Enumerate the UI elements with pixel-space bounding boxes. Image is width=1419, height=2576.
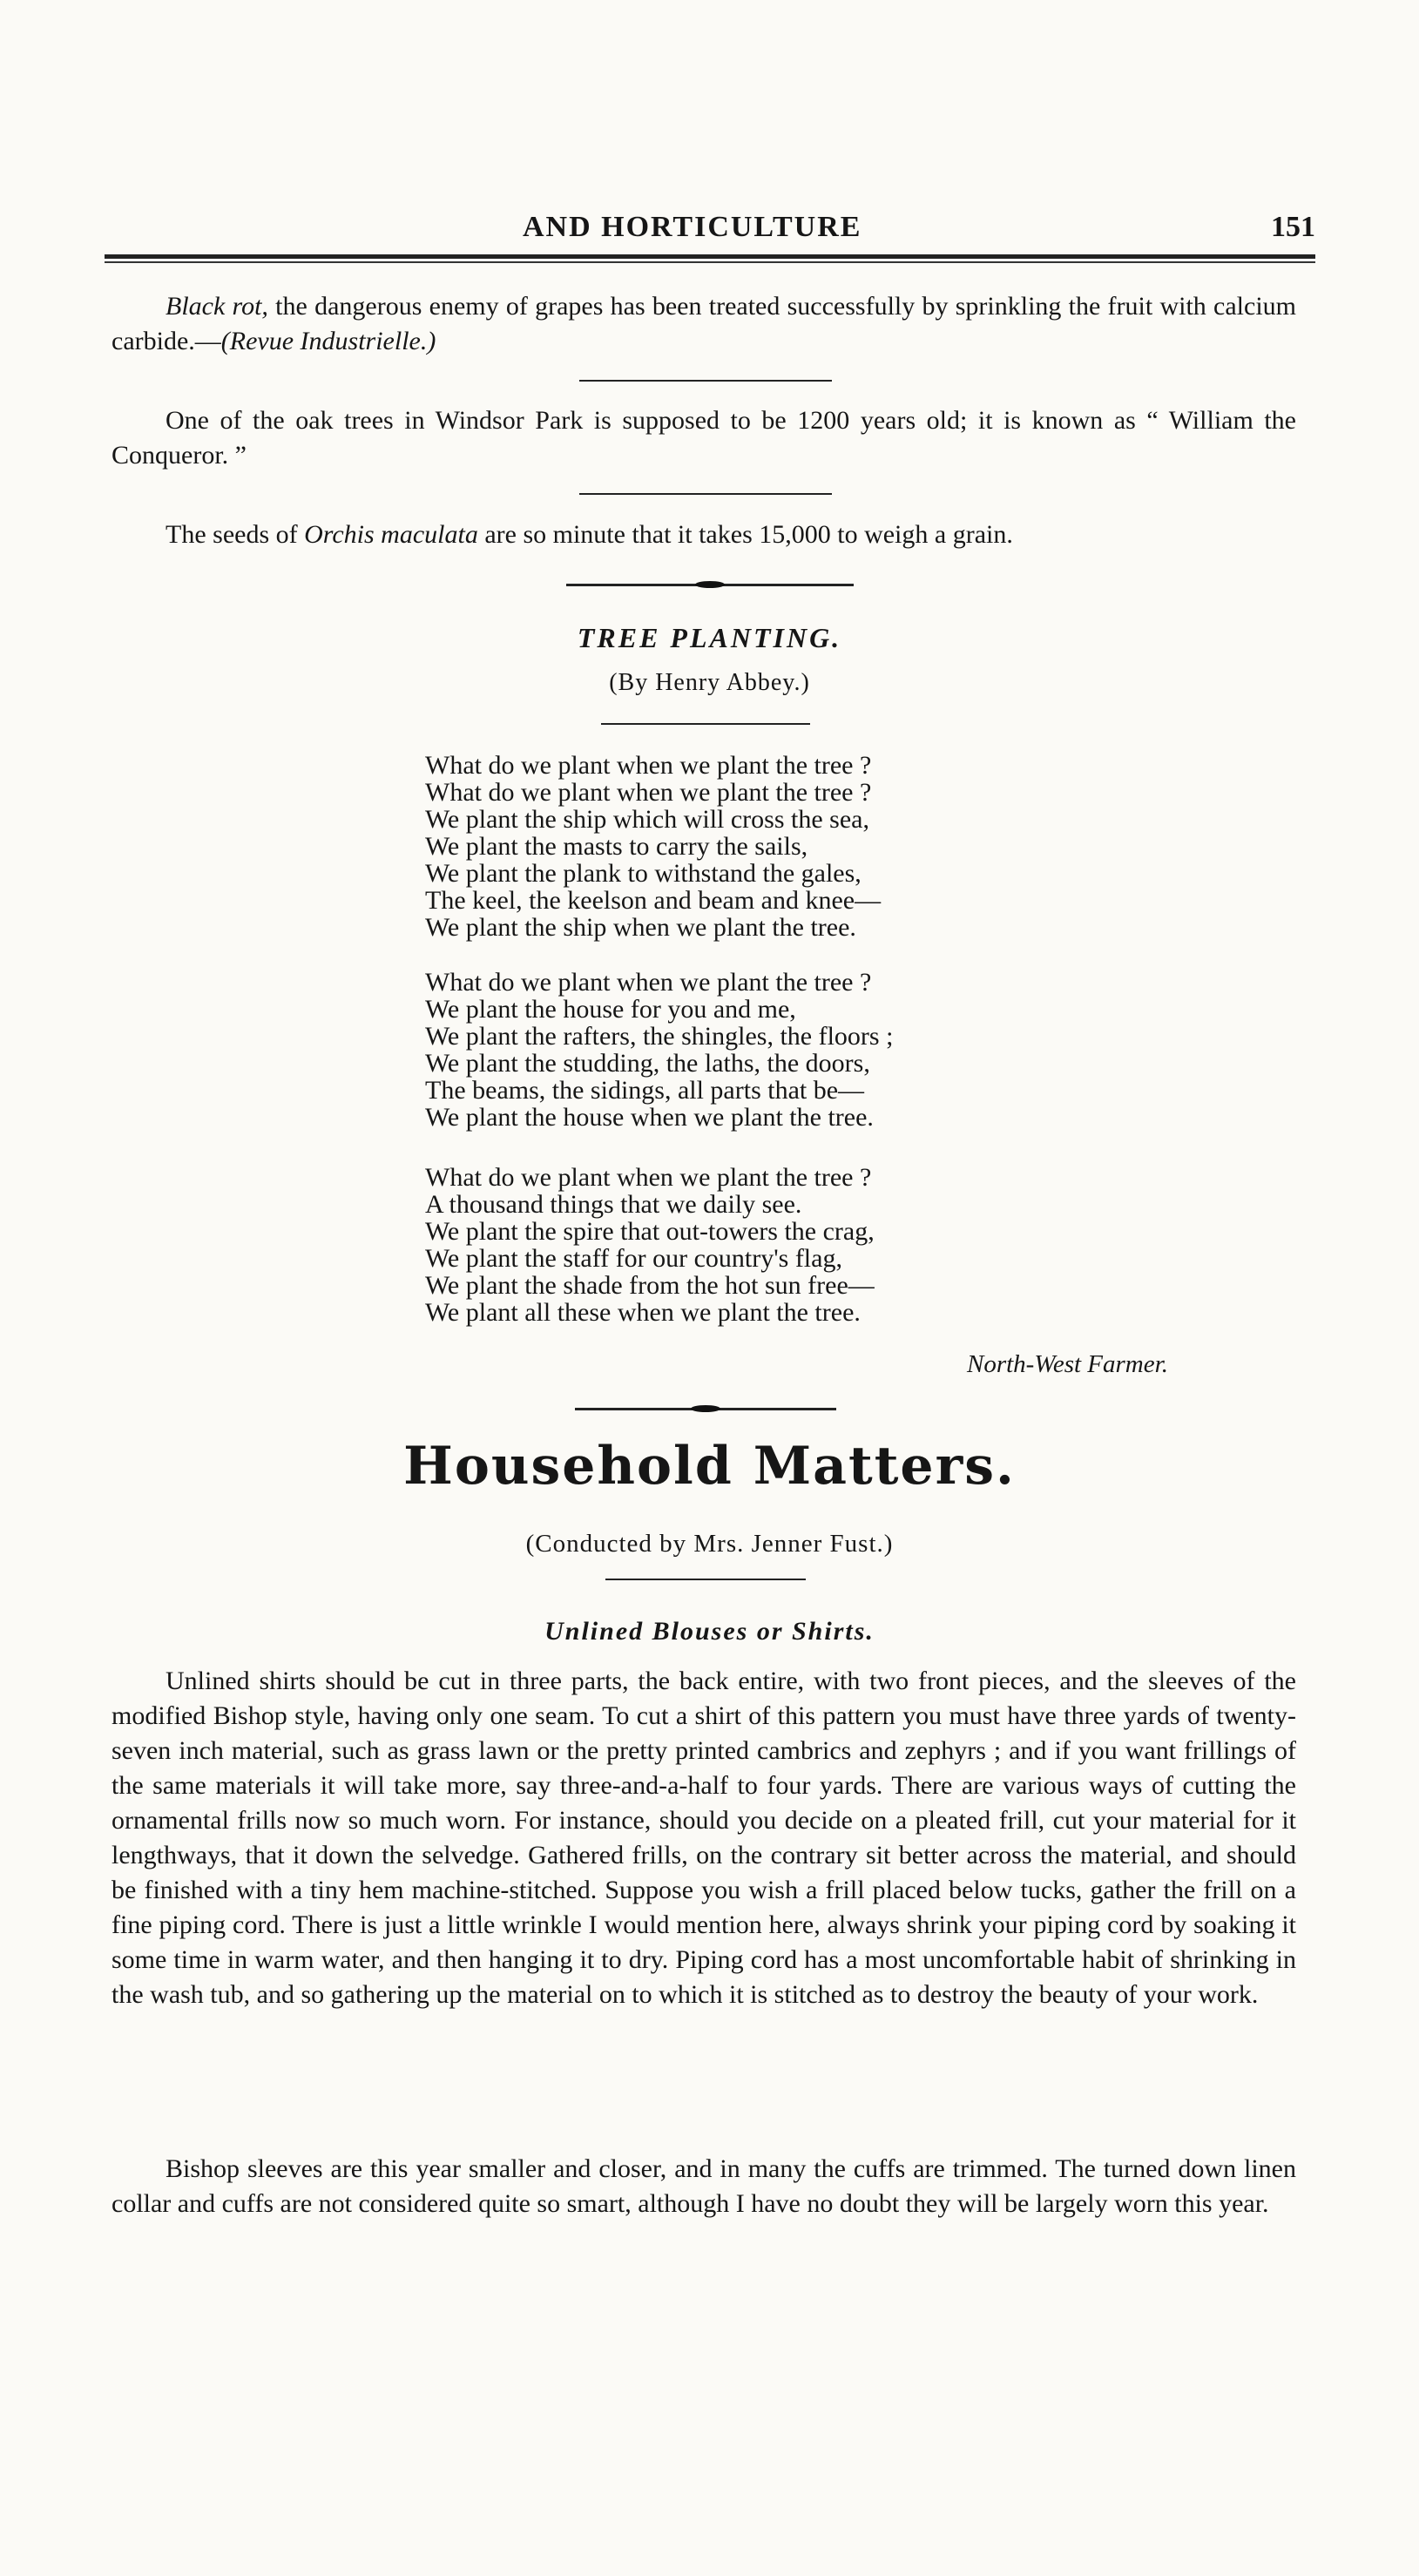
poem-stanza-1 — [425, 752, 1087, 941]
poem-line: We plant the plank to withstand the gales, — [425, 859, 862, 888]
poem-title-rule — [601, 723, 810, 725]
ornament-divider-2 — [575, 1408, 836, 1410]
poem-line: We plant all these when we plant the tree. — [425, 1298, 861, 1327]
poem-line: The beams, the sidings, all parts that be— — [425, 1076, 865, 1105]
poem-line: We plant the staff for our country's flag, — [425, 1244, 842, 1273]
poem-line: A thousand things that we daily see. — [425, 1190, 802, 1219]
poem-line: What do we plant when we plant the tree ? — [425, 778, 872, 807]
note-orchis — [111, 517, 1296, 552]
poem-line: We plant the spire that out-towers the crag, — [425, 1217, 875, 1246]
header-rule-thick — [105, 254, 1315, 259]
poem-line: We plant the ship when we plant the tree. — [425, 913, 856, 942]
note-orchis-name: Orchis maculata — [304, 520, 478, 549]
poem-line: We plant the masts to carry the sails, — [425, 832, 808, 861]
poem-stanza-3 — [425, 1164, 1087, 1326]
note-oak: One of the oak trees in Windsor Park is supposed to be 1200 years old; it is known as “ William the Conqueror. ” — [111, 406, 1296, 470]
running-head: AND HORTICULTURE — [523, 211, 862, 243]
poem-line: What do we plant when we plant the tree ? — [425, 1163, 872, 1192]
household-paragraph-2: Bishop sleeves are this year smaller and closer, and in many the cuffs are trimmed. The turned down linen collar and cuffs are not considered quite so smart, although I have no doubt they will be largely worn this year. — [111, 2154, 1296, 2218]
poem-line: The keel, the keelson and beam and knee— — [425, 886, 882, 915]
household-subheading: Unlined Blouses or Shirts. — [544, 1617, 875, 1646]
note-black-rot — [111, 289, 1296, 359]
poem-line: What do we plant when we plant the tree ? — [425, 751, 872, 780]
poem-line: We plant the shade from the hot sun free— — [425, 1271, 875, 1300]
page-number: 151 — [1271, 211, 1315, 243]
separator-rule-2 — [579, 493, 832, 495]
note-black-rot-text: the dangerous enemy of grapes has been treated successfully by sprinkling the fruit with calcium carbide.— — [111, 292, 1296, 355]
note-orchis-after: are so minute that it takes 15,000 to weigh a grain. — [477, 520, 1013, 549]
poem-line: We plant the studding, the laths, the doors, — [425, 1049, 870, 1078]
poem-line: We plant the house when we plant the tree. — [425, 1103, 874, 1132]
household-rule — [605, 1579, 806, 1580]
header-rule-thin — [105, 261, 1315, 263]
separator-rule-1 — [579, 380, 832, 382]
poem-line: We plant the rafters, the shingles, the floors ; — [425, 1022, 894, 1051]
household-paragraph-1: Unlined shirts should be cut in three parts, the back entire, with two front pieces, and the sleeves of the modified Bishop style, having only one seam. To cut a shirt of this pattern you must have three yards of twenty-seven inch material, such as grass lawn or the pretty printed cambrics and zephyrs ; and if you want frillings of the same materials it will take more, say three-and-a-half to four yards. There are various ways of cutting the ornamental frills now so much worn. For instance, should you decide on a pleated frill, cut your material for it lengthways, that it down the selvedge. Gathered frills, on the contrary sit better across the material, and should be finished with a tiny hem machine-stitched. Suppose you wish a frill placed below tucks, gather the frill on a fine piping cord. There is just a little wrinkle I would mention here, always shrink your piping cord by soaking it some time in warm water, and then hanging it to dry. Piping cord has a most uncomfortable habit of shrinking in the wash tub, and so gathering up the material on to which it is stitched as to destroy the beauty of your work. — [111, 1667, 1296, 2009]
poem-line: We plant the house for you and me, — [425, 995, 796, 1024]
poem-title: TREE PLANTING. — [577, 622, 842, 653]
poem-byline: (By Henry Abbey.) — [609, 669, 810, 696]
ornament-divider-1 — [566, 584, 854, 586]
poem-line: What do we plant when we plant the tree ? — [425, 968, 872, 997]
note-orchis-before: The seeds of — [166, 520, 305, 549]
page-header — [105, 211, 1315, 246]
note-black-rot-source: (Revue Industrielle.) — [220, 327, 436, 355]
poem-attribution: North-West Farmer. — [967, 1350, 1168, 1378]
poem-stanza-2 — [425, 969, 1087, 1131]
household-title: Household Matters. — [403, 1436, 1016, 1497]
household-conducted: (Conducted by Mrs. Jenner Fust.) — [525, 1530, 894, 1558]
poem-line: We plant the ship which will cross the sea, — [425, 805, 869, 834]
note-black-rot-label: Black rot, — [166, 292, 268, 321]
